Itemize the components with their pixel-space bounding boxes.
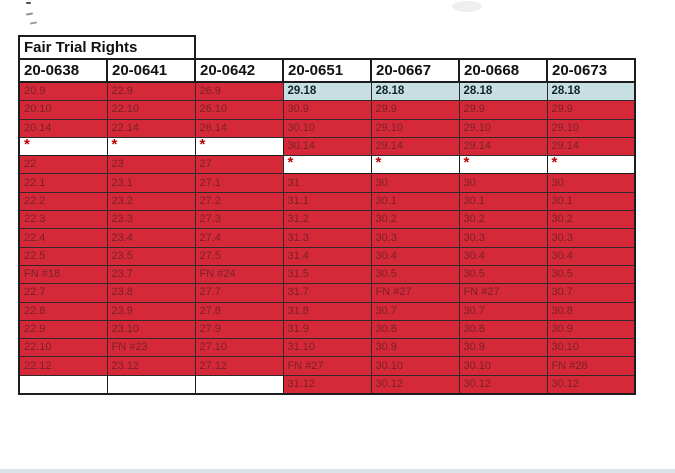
table-cell: 31.12 bbox=[283, 375, 371, 394]
table-cell: 22 bbox=[19, 156, 107, 174]
table-cell: 22.10 bbox=[107, 101, 195, 119]
table-cell: 27.9 bbox=[195, 320, 283, 338]
table-cell bbox=[19, 375, 107, 394]
table-cell: 30 bbox=[459, 174, 547, 192]
table-row bbox=[19, 101, 635, 119]
table-cell: 23.12 bbox=[107, 357, 195, 375]
table-row bbox=[19, 247, 635, 265]
table-cell: 30.8 bbox=[459, 320, 547, 338]
table-cell: 30.9 bbox=[283, 101, 371, 119]
table-cell: * bbox=[547, 156, 635, 174]
table-cell: 30.12 bbox=[547, 375, 635, 394]
table-cell: 20.14 bbox=[19, 119, 107, 137]
table-cell: 27.12 bbox=[195, 357, 283, 375]
table-cell: 23.10 bbox=[107, 320, 195, 338]
header-row bbox=[19, 59, 635, 82]
table-cell: 23.9 bbox=[107, 302, 195, 320]
table-cell: 30.4 bbox=[547, 247, 635, 265]
table-cell: 30.3 bbox=[371, 229, 459, 247]
table-cell: 31.8 bbox=[283, 302, 371, 320]
table-cell: 31.3 bbox=[283, 229, 371, 247]
table-cell: 22.2 bbox=[19, 192, 107, 210]
table-cell: 31.2 bbox=[283, 211, 371, 229]
table-cell: 23.7 bbox=[107, 265, 195, 283]
table-cell: * bbox=[459, 156, 547, 174]
table-row bbox=[19, 156, 635, 174]
table-row bbox=[19, 229, 635, 247]
table-row bbox=[19, 375, 635, 394]
table-cell: 29.14 bbox=[547, 137, 635, 155]
table-cell: 30 bbox=[547, 174, 635, 192]
table-cell: 26.10 bbox=[195, 101, 283, 119]
table-cell: 26.9 bbox=[195, 82, 283, 101]
table-row bbox=[19, 82, 635, 101]
table-cell: 27.2 bbox=[195, 192, 283, 210]
scan-speck bbox=[26, 2, 31, 4]
table-row bbox=[19, 357, 635, 375]
table-cell: 30.1 bbox=[459, 192, 547, 210]
table-cell: 20.9 bbox=[19, 82, 107, 101]
table-cell: 23.5 bbox=[107, 247, 195, 265]
title-row bbox=[19, 36, 635, 59]
table-cell: 29.14 bbox=[459, 137, 547, 155]
fair-trial-rights-sheet bbox=[18, 35, 636, 395]
scan-smudge bbox=[452, 1, 482, 12]
table-cell: 30.10 bbox=[459, 357, 547, 375]
table-cell: 28.18 bbox=[547, 82, 635, 101]
table-cell: 23 bbox=[107, 156, 195, 174]
table-row bbox=[19, 302, 635, 320]
table-cell: 22.9 bbox=[19, 320, 107, 338]
table-cell: 30.7 bbox=[547, 284, 635, 302]
table-cell: 31 bbox=[283, 174, 371, 192]
table-cell: FN #23 bbox=[107, 339, 195, 357]
table-cell: 30.5 bbox=[547, 265, 635, 283]
table-cell bbox=[195, 375, 283, 394]
table-row bbox=[19, 339, 635, 357]
table-cell: 30.4 bbox=[459, 247, 547, 265]
table-cell: 30.1 bbox=[547, 192, 635, 210]
table-cell: 31.1 bbox=[283, 192, 371, 210]
table-cell: FN #28 bbox=[547, 357, 635, 375]
table-cell: 23.1 bbox=[107, 174, 195, 192]
table-cell: 27.10 bbox=[195, 339, 283, 357]
table-title: Fair Trial Rights bbox=[19, 36, 195, 59]
table-cell: 30.10 bbox=[283, 119, 371, 137]
table-cell: 31.9 bbox=[283, 320, 371, 338]
table-cell: 23.8 bbox=[107, 284, 195, 302]
column-header-20-0673: 20-0673 bbox=[547, 59, 635, 82]
table-cell: 31.4 bbox=[283, 247, 371, 265]
table-cell: 30.9 bbox=[371, 339, 459, 357]
table-cell: 30.12 bbox=[371, 375, 459, 394]
table-cell: 22.3 bbox=[19, 211, 107, 229]
table-cell: 22.9 bbox=[107, 82, 195, 101]
table-cell: 30.9 bbox=[547, 320, 635, 338]
table-cell bbox=[107, 375, 195, 394]
table-cell: 31.5 bbox=[283, 265, 371, 283]
table-cell: FN #27 bbox=[283, 357, 371, 375]
table-cell: 27.8 bbox=[195, 302, 283, 320]
table-cell: 29.9 bbox=[547, 101, 635, 119]
table-cell: 29.14 bbox=[371, 137, 459, 155]
table-cell: 28.18 bbox=[459, 82, 547, 101]
table-cell: 27 bbox=[195, 156, 283, 174]
column-header-20-0667: 20-0667 bbox=[371, 59, 459, 82]
table-cell: 30.12 bbox=[459, 375, 547, 394]
column-header-20-0638: 20-0638 bbox=[19, 59, 107, 82]
table-cell: FN #24 bbox=[195, 265, 283, 283]
scan-tilde-mark bbox=[30, 21, 37, 24]
column-header-20-0641: 20-0641 bbox=[107, 59, 195, 82]
fair-trial-rights-table bbox=[18, 35, 636, 395]
table-cell: FN #27 bbox=[371, 284, 459, 302]
table-cell: 30.3 bbox=[459, 229, 547, 247]
table-cell: 30.7 bbox=[371, 302, 459, 320]
table-row bbox=[19, 137, 635, 155]
table-cell: 29.9 bbox=[459, 101, 547, 119]
scan-edge-shadow bbox=[0, 469, 675, 473]
table-cell: 29.10 bbox=[459, 119, 547, 137]
table-cell: 31.7 bbox=[283, 284, 371, 302]
table-cell: 30.14 bbox=[283, 137, 371, 155]
table-cell: 30.8 bbox=[371, 320, 459, 338]
table-cell: FN #27 bbox=[459, 284, 547, 302]
table-cell: 30.10 bbox=[547, 339, 635, 357]
column-header-20-0651: 20-0651 bbox=[283, 59, 371, 82]
table-cell: 31.10 bbox=[283, 339, 371, 357]
table-cell: 27.1 bbox=[195, 174, 283, 192]
table-cell: 22.4 bbox=[19, 229, 107, 247]
table-cell: 22.10 bbox=[19, 339, 107, 357]
table-cell: 29.18 bbox=[283, 82, 371, 101]
table-cell: 30.2 bbox=[459, 211, 547, 229]
table-cell: 20.10 bbox=[19, 101, 107, 119]
table-cell: 22.7 bbox=[19, 284, 107, 302]
table-cell: 30.1 bbox=[371, 192, 459, 210]
table-cell: 30.2 bbox=[547, 211, 635, 229]
table-cell: 29.9 bbox=[371, 101, 459, 119]
table-cell: * bbox=[107, 137, 195, 155]
table-cell: 30.9 bbox=[459, 339, 547, 357]
table-body bbox=[19, 82, 635, 394]
table-cell: 26.14 bbox=[195, 119, 283, 137]
table-cell: 23.4 bbox=[107, 229, 195, 247]
table-cell: 27.5 bbox=[195, 247, 283, 265]
table-cell: 23.3 bbox=[107, 211, 195, 229]
table-cell: * bbox=[371, 156, 459, 174]
table-cell: 30 bbox=[371, 174, 459, 192]
table-cell: 30.10 bbox=[371, 357, 459, 375]
table-cell: * bbox=[283, 156, 371, 174]
table-cell: 22.8 bbox=[19, 302, 107, 320]
table-row bbox=[19, 192, 635, 210]
table-cell: 27.3 bbox=[195, 211, 283, 229]
table-cell: 27.7 bbox=[195, 284, 283, 302]
scan-tilde-mark bbox=[26, 12, 33, 15]
table-row bbox=[19, 265, 635, 283]
table-cell: 28.18 bbox=[371, 82, 459, 101]
column-header-20-0642: 20-0642 bbox=[195, 59, 283, 82]
table-row bbox=[19, 174, 635, 192]
title-filler bbox=[195, 36, 635, 59]
table-cell: * bbox=[195, 137, 283, 155]
table-cell: 22.5 bbox=[19, 247, 107, 265]
table-cell: 29.10 bbox=[547, 119, 635, 137]
table-cell: 22.12 bbox=[19, 357, 107, 375]
table-row bbox=[19, 211, 635, 229]
table-cell: 23.2 bbox=[107, 192, 195, 210]
table-cell: 30.3 bbox=[547, 229, 635, 247]
table-cell: 30.5 bbox=[371, 265, 459, 283]
table-cell: 22.14 bbox=[107, 119, 195, 137]
table-cell: 29.10 bbox=[371, 119, 459, 137]
table-cell: 30.4 bbox=[371, 247, 459, 265]
table-cell: 22.1 bbox=[19, 174, 107, 192]
table-row bbox=[19, 320, 635, 338]
table-head bbox=[19, 36, 635, 82]
table-cell: 30.7 bbox=[459, 302, 547, 320]
table-cell: FN #18 bbox=[19, 265, 107, 283]
column-header-20-0668: 20-0668 bbox=[459, 59, 547, 82]
table-cell: 30.2 bbox=[371, 211, 459, 229]
table-cell: * bbox=[19, 137, 107, 155]
table-cell: 30.8 bbox=[547, 302, 635, 320]
table-cell: 30.5 bbox=[459, 265, 547, 283]
table-row bbox=[19, 119, 635, 137]
table-cell: 27.4 bbox=[195, 229, 283, 247]
table-row bbox=[19, 284, 635, 302]
